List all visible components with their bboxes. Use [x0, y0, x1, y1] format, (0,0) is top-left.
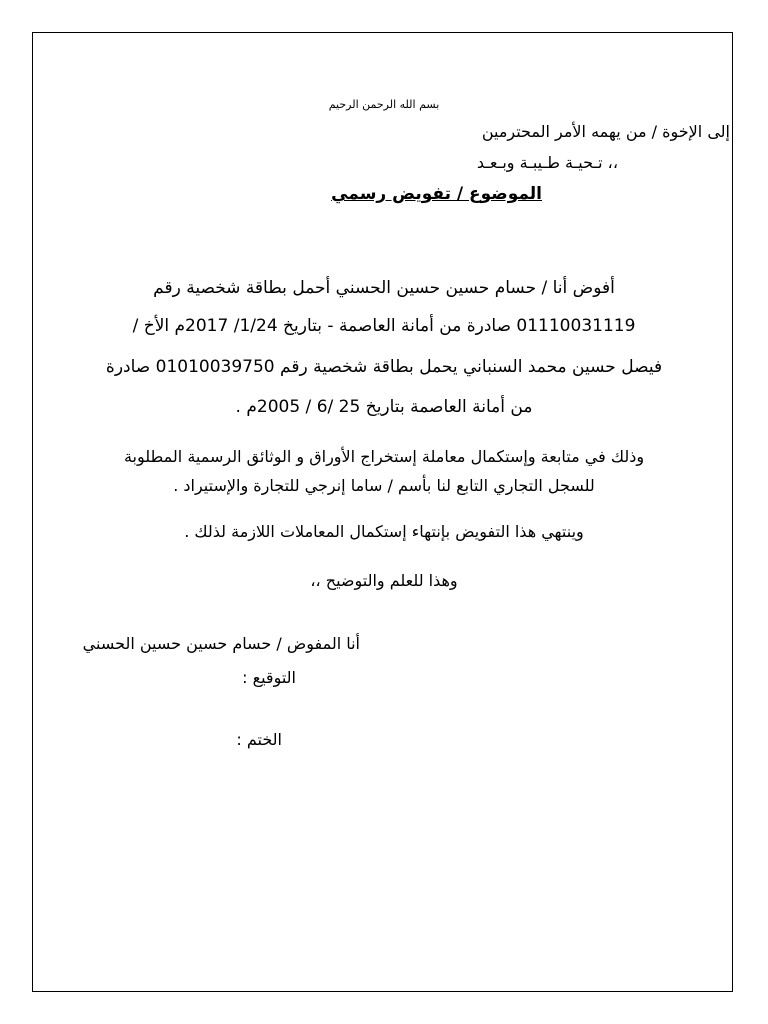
- body-line-5a: وذلك في متابعة وإستكمال معاملة إستخراج الأوراق و الوثائق الرسمية المطلوبة: [123, 447, 645, 466]
- body-line-4: من أمانة العاصمة بتاريخ 25 /6 / 2005م .: [235, 397, 533, 417]
- body-line-6: وينتهي هذا التفويض بإنتهاء إستكمال المعاملات اللازمة لذلك .: [184, 522, 584, 541]
- signer-name: أنا المفوض / حسام حسين حسين الحسني: [82, 634, 360, 653]
- body-line-3: فيصل حسين محمد السنباني يحمل بطاقة شخصية رقم 01010039750 صادرة: [105, 357, 663, 377]
- body-line-2: 01110031119 صادرة من أمانة العاصمة - بتاريخ 1/24/ 2017م الأخ /: [132, 316, 636, 336]
- seal-label: الختم :: [236, 730, 282, 749]
- body-line-5b: للسجل التجاري التابع لنا بأسم / ساما إنرجي للتجارة والإستيراد .: [173, 476, 595, 495]
- signature-label: التوقيع :: [242, 668, 296, 687]
- body-line-7: وهذا للعلم والتوضيح ،،: [310, 571, 458, 590]
- body-line-1: أفوض أنا / حسام حسين حسين الحسني أحمل بطاقة شخصية رقم: [153, 278, 615, 298]
- greeting-line: ،، تـحيـة طـيبـة وبـعـد: [476, 153, 618, 172]
- addressee-line: إلى الإخوة / من يهمه الأمر المحترمين: [481, 122, 730, 141]
- page-border: [32, 32, 733, 992]
- subject-heading: الموضوع / تفويض رسمي: [331, 184, 542, 204]
- basmala: بسم الله الرحمن الرحيم: [328, 98, 440, 111]
